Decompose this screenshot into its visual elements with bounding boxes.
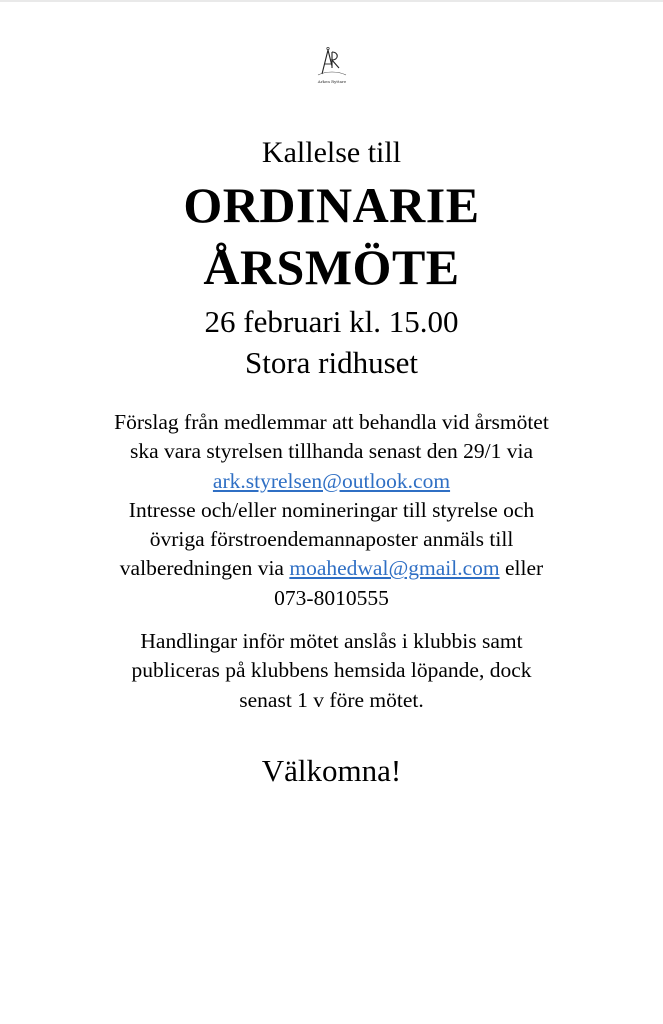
paragraph-text: valberedningen via — [119, 556, 290, 581]
paragraph-line: Förslag från medlemmar att behandla vid årsmötet — [114, 410, 549, 434]
paragraph-line: publiceras på klubbens hemsida löpande, dock — [131, 658, 532, 683]
phone-number: 073-8010555 — [274, 585, 389, 610]
documents-paragraph — [40, 627, 623, 715]
welcome-text: Välkomna! — [261, 753, 402, 788]
paragraph-line: ska vara styrelsen tillhanda senast den 29/1 via — [129, 439, 533, 464]
logo-caption: Arken Ryttare — [317, 79, 347, 84]
paragraph-line: övriga förstroendemannaposter anmäls till — [149, 527, 514, 552]
horse-logo-icon — [306, 44, 358, 86]
paragraph-line: Intresse och/eller nomineringar till styrelse och — [128, 497, 535, 522]
board-email-link[interactable]: ark.styrelsen@outlook.com — [212, 468, 451, 493]
nomination-email-line — [40, 554, 623, 583]
meeting-date: 26 februari kl. 15.00 — [204, 304, 459, 339]
title-line-ordinarie: ORDINARIE — [183, 177, 480, 233]
top-divider — [0, 0, 663, 2]
board-email-line — [40, 467, 623, 496]
paragraph-text: eller — [499, 556, 544, 581]
nomination-email-link[interactable]: moahedwal@gmail.com — [289, 556, 500, 581]
kallelse-heading: Kallelse till — [261, 136, 402, 169]
club-logo — [306, 44, 358, 86]
proposal-paragraph — [40, 408, 623, 613]
meeting-place: Stora ridhuset — [244, 345, 419, 380]
paragraph-line: senast 1 v före mötet. — [239, 687, 424, 712]
paragraph-line: Handlingar inför mötet anslås i klubbis samt — [140, 629, 523, 653]
title-line-arsmote: ÅRSMÖTE — [203, 239, 460, 295]
